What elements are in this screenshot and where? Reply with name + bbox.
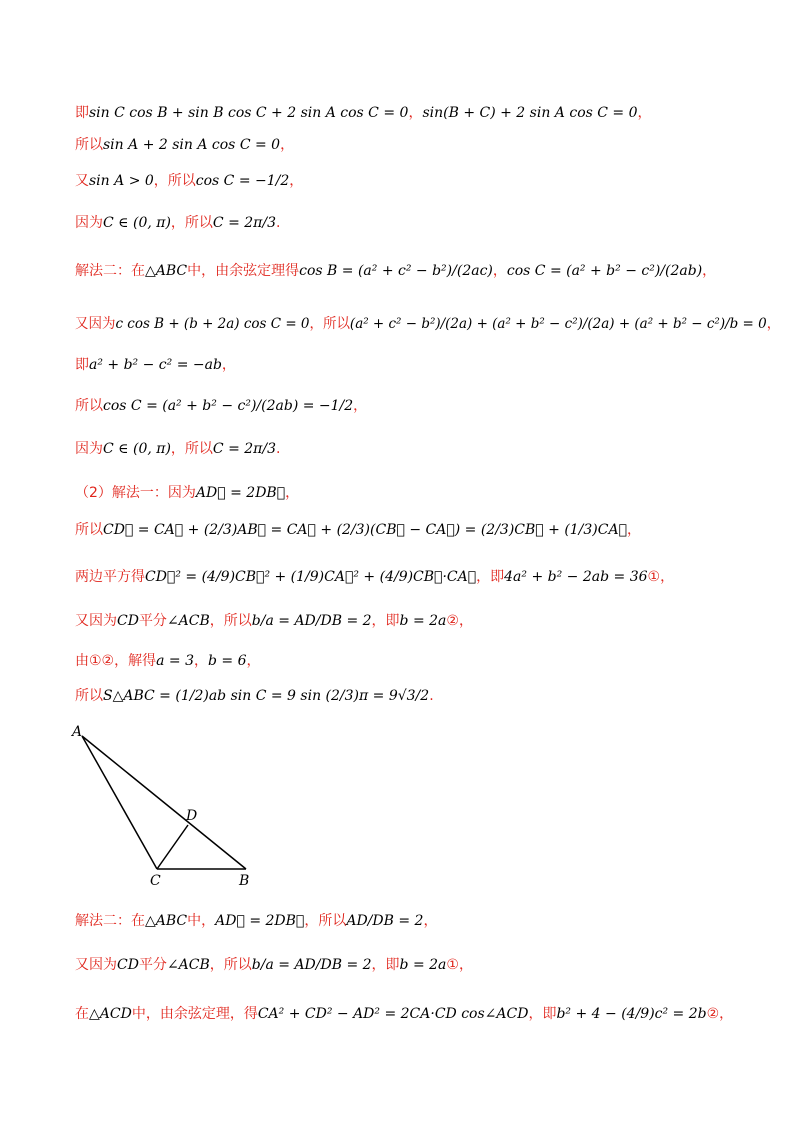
explanation-text: 又因为 <box>75 316 116 332</box>
math-expression: sin A + 2 sin A cos C = 0 <box>103 137 281 153</box>
math-expression: cos C = −1/2 <box>195 173 290 189</box>
math-expression: c cos B + (b + 2a) cos C = 0 <box>115 316 310 332</box>
explanation-text: 两边平方得 <box>75 569 145 585</box>
math-expression: cos C = (a² + b² − c²)/(2ab) = −1/2 <box>103 398 354 414</box>
explanation-text: 平分 <box>138 957 167 973</box>
math-expression: (a² + c² − b²)/(2a) + (a² + b² − c²)/(2a) + (a² + b² − c²)/b = 0 <box>349 316 767 332</box>
math-expression: S△ABC = (1/2)ab sin C = 9 sin (2/3)π = 9√3/2 <box>103 688 430 704</box>
solution-line <box>75 440 280 458</box>
explanation-text: （2）解法一：因为 <box>75 485 196 501</box>
math-expression: b/a = AD/DB = 2 <box>251 957 372 973</box>
explanation-text: 在 <box>75 1006 89 1022</box>
explanation-text: ， <box>408 105 423 121</box>
explanation-text: ， <box>221 357 236 373</box>
solution-line <box>75 484 299 502</box>
math-expression: ∠ACB <box>166 613 210 629</box>
explanation-text: 又因为 <box>75 957 117 973</box>
segment-AC <box>82 736 157 869</box>
math-expression: sin A > 0 <box>89 173 154 189</box>
explanation-text: 中，由余弦定理，得 <box>131 1006 258 1022</box>
segment-CD <box>157 825 188 869</box>
math-expression: a² + b² − c² = −ab <box>89 357 222 373</box>
explanation-text: ，所以 <box>170 441 213 457</box>
math-expression: cos C = (a² + b² − c²)/(2ab) <box>506 263 703 279</box>
math-expression: △ABC <box>145 913 188 929</box>
vertex-label-a: A <box>72 724 83 740</box>
math-expression: AD⃗ = 2DB⃗ <box>195 485 286 501</box>
explanation-text: ②， <box>446 613 473 629</box>
explanation-text: 即 <box>75 357 89 373</box>
explanation-text: 所以 <box>75 398 103 414</box>
solution-line <box>75 521 641 539</box>
explanation-text: ， <box>637 105 652 121</box>
explanation-text: ， <box>289 173 304 189</box>
math-expression: sin(B + C) + 2 sin A cos C = 0 <box>422 105 638 121</box>
explanation-text: 所以 <box>75 522 103 538</box>
explanation-text: ， <box>194 653 208 669</box>
solution-line <box>75 356 236 374</box>
explanation-text: ， <box>285 485 300 501</box>
math-expression: cos B = (a² + c² − b²)/(2ac) <box>299 263 493 279</box>
explanation-text: 所以 <box>75 137 103 153</box>
explanation-text: 解法二：在 <box>75 913 145 929</box>
explanation-text: 中， <box>187 913 216 929</box>
solution-line <box>75 1005 733 1023</box>
solution-line <box>75 687 434 705</box>
solution-line <box>75 397 367 415</box>
math-expression: CD <box>117 957 139 973</box>
explanation-text: ， <box>246 653 261 669</box>
math-expression: b/a = AD/DB = 2 <box>251 613 372 629</box>
math-expression: C = 2π/3 <box>212 441 276 457</box>
explanation-text: ， <box>766 316 781 332</box>
math-expression: CD⃗ = CA⃗ + (2/3)AB⃗ = CA⃗ + (2/3)(CB⃗ − CA⃗) = (2/3)CB⃗ + (1/3)CA⃗ <box>103 522 627 538</box>
explanation-text: ，所以 <box>304 913 347 929</box>
solution-line <box>75 956 473 974</box>
math-expression: △ABC <box>145 263 188 279</box>
explanation-text: 因为 <box>75 441 103 457</box>
explanation-text: 即 <box>75 105 89 121</box>
math-expression: 4a² + b² − 2ab = 36 <box>504 569 648 585</box>
explanation-text: ，即 <box>528 1006 557 1022</box>
segment-AB <box>82 736 246 869</box>
explanation-text: ，即 <box>371 957 400 973</box>
explanation-text: 中，由余弦定理得 <box>187 263 300 279</box>
vertex-label-c: C <box>150 873 161 889</box>
explanation-text: ， <box>492 263 507 279</box>
math-expression: AD/DB = 2 <box>346 913 424 929</box>
math-expression: a = 3 <box>156 653 194 669</box>
solution-line <box>75 136 294 154</box>
vertex-label-d: D <box>186 808 198 824</box>
solution-line <box>75 172 303 190</box>
explanation-text: ， <box>280 137 295 153</box>
explanation-text: ， <box>353 398 368 414</box>
explanation-text: ②， <box>706 1006 734 1022</box>
explanation-text: ，即 <box>476 569 505 585</box>
explanation-text: 又因为 <box>75 613 117 629</box>
explanation-text: ，所以 <box>209 613 252 629</box>
math-expression: AD⃗ = 2DB⃗ <box>215 913 305 929</box>
explanation-text: ①， <box>647 569 675 585</box>
explanation-text: 因为 <box>75 215 103 231</box>
explanation-text: ，所以 <box>309 316 350 332</box>
math-expression: C = 2π/3 <box>212 215 276 231</box>
explanation-text: 又 <box>75 173 89 189</box>
explanation-text: ，即 <box>371 613 400 629</box>
math-expression: b = 2a <box>399 957 447 973</box>
explanation-text: 平分 <box>138 613 167 629</box>
explanation-text: ①， <box>446 957 473 973</box>
explanation-text: 解法二：在 <box>75 263 145 279</box>
math-expression: C ∈ (0, π) <box>103 215 171 231</box>
explanation-text: 由①②，解得 <box>75 653 157 669</box>
math-expression: b = 6 <box>208 653 247 669</box>
solution-line <box>75 262 716 280</box>
explanation-text: ，所以 <box>170 215 213 231</box>
math-expression: sin C cos B + sin B cos C + 2 sin A cos C = 0 <box>89 105 409 121</box>
explanation-text: ， <box>702 263 717 279</box>
math-expression: CD⃗² = (4/9)CB⃗² + (1/9)CA⃗² + (4/9)CB⃗·CA⃗ <box>145 569 477 585</box>
triangle-figure <box>70 722 260 892</box>
explanation-text: . <box>429 688 434 704</box>
solution-line <box>75 568 674 586</box>
math-expression: b² + 4 − (4/9)c² = 2b <box>556 1006 707 1022</box>
math-expression: △ACD <box>89 1006 132 1022</box>
math-expression: CD <box>117 613 139 629</box>
math-expression: C ∈ (0, π) <box>103 441 171 457</box>
solution-line <box>75 315 780 333</box>
solution-line <box>75 612 473 630</box>
explanation-text: ，所以 <box>209 957 252 973</box>
explanation-text: ， <box>627 522 641 538</box>
explanation-text: . <box>276 441 281 457</box>
solution-line <box>75 652 261 670</box>
solution-line <box>75 104 652 122</box>
math-expression: b = 2a <box>399 613 447 629</box>
math-expression: CA² + CD² − AD² = 2CA·CD cos∠ACD <box>257 1006 529 1022</box>
vertex-label-b: B <box>239 873 250 889</box>
explanation-text: ， <box>423 913 438 929</box>
math-expression: ∠ACB <box>166 957 210 973</box>
solution-line <box>75 912 437 930</box>
explanation-text: 所以 <box>75 688 103 704</box>
solution-line <box>75 214 280 232</box>
explanation-text: ，所以 <box>153 173 196 189</box>
explanation-text: . <box>276 215 281 231</box>
